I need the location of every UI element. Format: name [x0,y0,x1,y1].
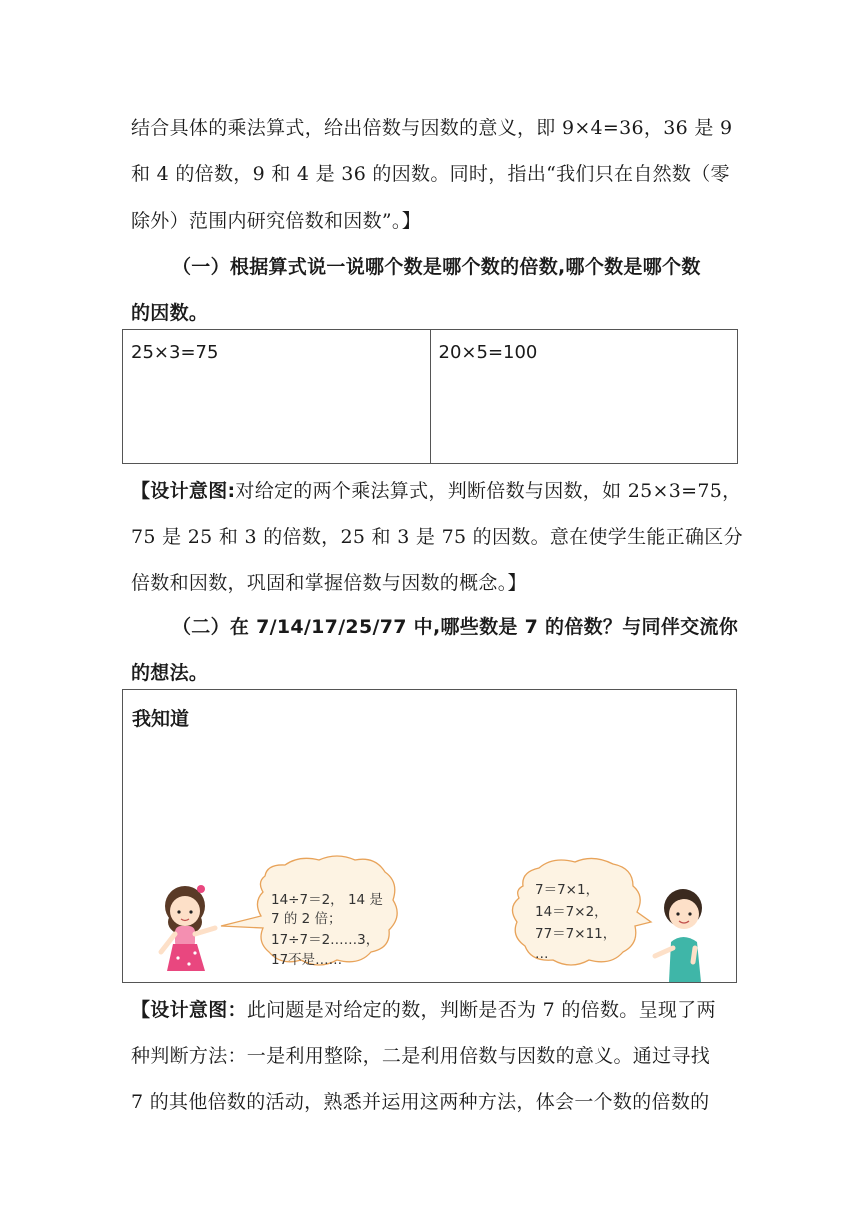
paragraph-line: 除外）范围内研究倍数和因数”。】 [131,210,422,232]
question-1-line: （一）根据算式说一说哪个数是哪个数的倍数,哪个数是哪个数 [172,256,701,278]
boy-bubble-line: … [535,946,549,962]
boy-speech-bubble [512,858,651,965]
girl-bubble-line: 17不是…… [271,952,343,968]
design-intent-text: 对给定的两个乘法算式，判断倍数与因数，如 25×3=75， [235,480,742,502]
paragraph-line: 结合具体的乘法算式，给出倍数与因数的意义，即 9×4=36，36 是 9 [131,117,733,139]
paragraph-line: 和 4 的倍数，9 和 4 是 36 的因数。同时，指出“我们只在自然数（零 [131,163,730,185]
paragraph-line: 倍数和因数，巩固和掌握倍数与因数的概念。】 [131,572,527,594]
question-2-line: 的想法。 [131,662,209,684]
design-intent-label: 【设计意图: [131,480,236,502]
question-1-line: 的因数。 [131,302,209,324]
girl-figure [161,885,215,971]
boy-bubble-line: 7＝7×1， [535,882,600,898]
paragraph-line: 7 的其他倍数的活动，熟悉并运用这两种方法，体会一个数的倍数的 [131,1091,710,1113]
boy-figure [655,889,702,982]
answer-box-heading: 我知道 [132,708,190,730]
girl-speech-bubble [221,856,397,968]
equation-cell-right: 20×5=100 [430,330,738,464]
design-intent-1-line1 [131,479,741,503]
girl-bubble-line: 7 的 2 倍； [271,911,342,927]
girl-bubble-line: 14÷7＝2， 14 是 [271,892,383,908]
equation-cell-left: 25×3=75 [123,330,431,464]
design-intent-text: 此问题是对给定的数，判断是否为 7 的倍数。呈现了两 [246,999,716,1021]
question-2-line: （二）在 7/14/17/25/77 中,哪些数是 7 的倍数？与同伴交流你 [172,616,739,638]
girl-bubble-line: 17÷7＝2……3， [271,932,380,948]
equation-table [122,329,738,464]
answer-box [122,689,737,983]
boy-bubble-line: 77＝7×11， [535,926,617,942]
design-intent-label: 【设计意图： [131,999,247,1021]
paragraph-line: 75 是 25 和 3 的倍数，25 和 3 是 75 的因数。意在使学生能正确区分 [131,526,743,548]
paragraph-line: 种判断方法：一是利用整除，二是利用倍数与因数的意义。通过寻找 [131,1045,711,1067]
illustration [123,690,736,982]
design-intent-2-line1 [131,998,741,1022]
boy-bubble-line: 14＝7×2， [535,904,608,920]
